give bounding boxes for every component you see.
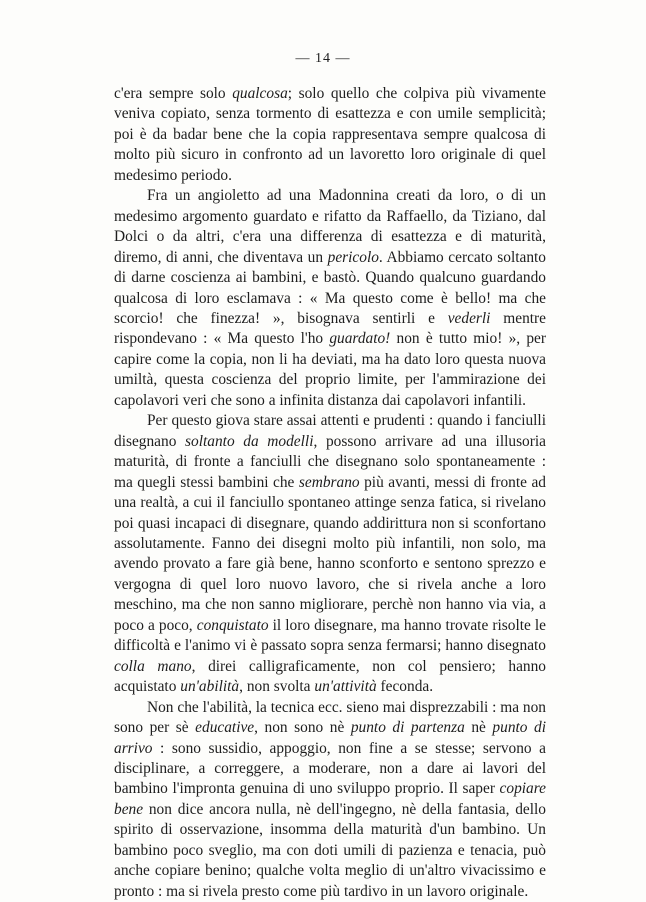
italic-phrase: soltanto da modelli	[185, 432, 314, 450]
italic-phrase: guardato!	[329, 330, 391, 348]
text-run: non dice ancora nulla, nè dell'ingegno, nè della fantasia, dello spirito di osservazione, insomma della maturità d'un bambino. Un bambino poco sveglio, ma con doti umili di pazienza e tenacia, può anche copiare benino; qualche volta meglio di un'altro vivacissimo e pronto : ma si rivela presto come più tardivo in un lavoro originale.	[114, 800, 546, 900]
text-run: Non che l'abilità, la tecnica ecc. sieno mai disprezzabili : ma non sono per sè	[114, 698, 546, 737]
body-text	[114, 84, 546, 902]
text-run: , non svolta	[239, 678, 315, 696]
italic-phrase: educative	[195, 719, 255, 737]
text-run: Per questo giova stare assai attenti e prudenti : quando i fanciulli disegnano	[114, 412, 546, 450]
italic-phrase: pericolo	[327, 248, 379, 266]
paragraph-2	[114, 186, 546, 411]
italic-phrase: colla mano	[114, 657, 192, 675]
text-run: . Abbiamo cercato soltanto di darne coscienza ai bambini, e bastò. Quando qualcuno guardando qualcosa di loro esclamava : « Ma questo come è bello! ma che scorcio! che finezza! », bisognava sentirli e	[114, 248, 546, 327]
text-run: : sono sussidio, appoggio, non fine a se stesse; servono a disciplinare, a correggere, a moderare, non a dare ai lavori del bambino l'impronta genuina di uno sviluppo proprio. Il saper	[114, 739, 546, 798]
paragraph-1	[114, 84, 546, 186]
italic-phrase: punto di arrivo	[114, 719, 546, 757]
italic-phrase: copiare bene	[114, 780, 546, 818]
text-run: , possono arrivare ad una illusoria maturità, di fronte a fanciulli che disegnano solo spontaneamente : ma quegli stessi bambini che	[114, 432, 546, 491]
text-run: non è tutto mio! », per capire come la copia, non li ha deviati, ma ha dato loro questa nuova umiltà, questa coscienza del proprio limite, per l'ammirazione dei capolavori veri che sono a infinita distanza dai capolavori infantili.	[114, 330, 546, 409]
text-run: più avanti, messi di fronte ad una realtà, a cui il fanciullo spontaneo attinge senza fatica, si rivelano poi quasi incapaci di disegnare, quando addirittura non si sconfortano assolutamente. Fanno dei disegni molto più infantili, non solo, ma avendo provato a fare già bene, hanno sconforto e sentono sprezzo e vergogna di quel loro nuovo lavoro, che si rivela anche a loro meschino, ma che non sanno migliorare, perchè non hanno via via, a poco a poco,	[114, 473, 546, 634]
italic-phrase: vederli	[447, 309, 491, 327]
text-run: il loro disegnare, ma hanno trovate risolte le difficoltà e l'animo vi è passato sopra senza fermarsi; hanno disegnato	[114, 616, 546, 655]
text-run: nè	[464, 719, 493, 737]
paragraph-3	[114, 411, 546, 697]
italic-phrase: punto di partenza	[350, 719, 465, 737]
italic-phrase: sembrano	[298, 473, 360, 491]
italic-phrase: un'abilità	[180, 678, 240, 696]
paragraph-4	[114, 698, 546, 902]
italic-phrase: conquistato	[196, 616, 269, 634]
page-number: — 14 —	[295, 51, 351, 66]
text-run: , non sono nè	[254, 719, 351, 737]
text-run: ; solo quello che colpiva più vivamente veniva copiato, senza tormento di esattezza e con umile semplicità; poi è da badar bene che la copia rappresentava sempre qualcosa di molto più sicuro in confronto ad un lavoretto loro originale di quel medesimo periodo.	[114, 85, 546, 184]
text-run: mentre rispondevano : « Ma questo l'ho	[114, 309, 546, 348]
text-run: Fra un angioletto ad una Madonnina creati da loro, o di un medesimo argomento guardato e rifatto da Raffaello, da Tiziano, dal Dolci o da altri, c'era una differenza di esattezza e di maturità, diremo, di anni, che diventava un	[114, 187, 546, 266]
text-run: c'era sempre solo	[114, 85, 233, 102]
text-run: , direi calligraficamente, non col pensiero; hanno acquistato	[114, 657, 546, 696]
italic-phrase: un'attività	[314, 678, 377, 696]
italic-phrase: qualcosa	[232, 85, 288, 102]
text-run: feconda.	[376, 678, 434, 696]
